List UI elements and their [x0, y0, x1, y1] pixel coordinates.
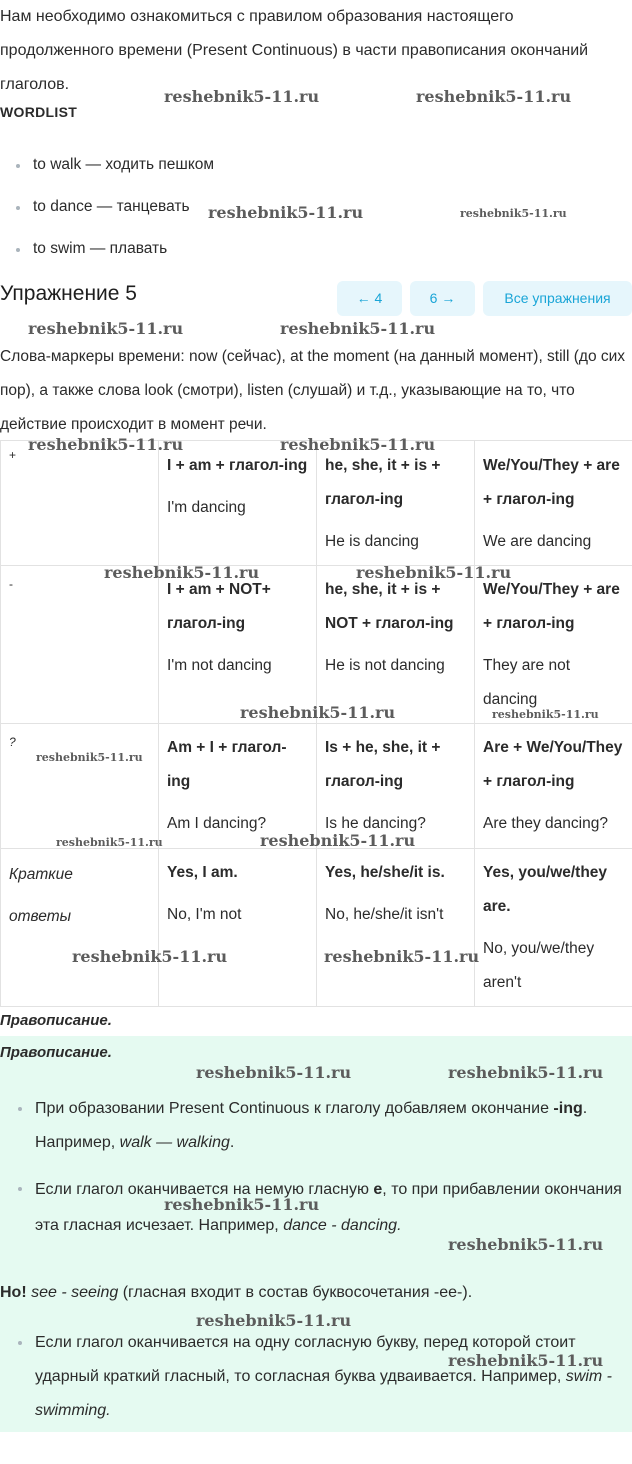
example: Are they dancing?: [483, 815, 608, 832]
row-label-cell: [1, 724, 159, 849]
example: He is dancing: [325, 533, 419, 550]
watermark: reshebnik5-11.ru: [260, 831, 416, 850]
formula: I + am + NOT+ глагол-ing: [167, 581, 271, 632]
row-label-cell: [1, 849, 159, 1007]
watermark: reshebnik5-11.ru: [324, 947, 480, 966]
rule-example: swim - swimming.: [35, 1368, 613, 1419]
wordlist-item: to swim — плавать: [0, 230, 214, 272]
formula: I + am + глагол-ing: [167, 457, 308, 474]
grammar-table: [0, 440, 632, 1007]
watermark: reshebnik5-11.ru: [356, 563, 512, 582]
table-row: [1, 566, 632, 724]
note-highlight: Но!: [0, 1284, 27, 1301]
table-cell: [159, 441, 317, 566]
example: He is not dancing: [325, 657, 445, 674]
rule-example: walk — walking: [119, 1134, 230, 1151]
example: Is he dancing?: [325, 815, 426, 832]
prev-exercise-button[interactable]: ← 4: [337, 281, 402, 316]
row-label-cell: [1, 441, 159, 566]
rule-text: Если глагол оканчивается на немую гласную: [35, 1181, 374, 1198]
watermark: reshebnik5-11.ru: [164, 87, 320, 106]
rule-highlight: e: [373, 1181, 383, 1198]
rule-text: При образовании Present Continuous к глаголу добавляем окончание: [35, 1100, 554, 1117]
wordlist: [0, 146, 214, 272]
spelling-rule: [35, 1172, 632, 1244]
table-row: [1, 849, 632, 1007]
rule-highlight: -ing: [553, 1100, 583, 1117]
example: Am I dancing?: [167, 815, 267, 832]
formula: he, she, it + is + глагол-ing: [325, 457, 441, 508]
example: No, he/she/it isn't: [325, 906, 444, 923]
watermark: reshebnik5-11.ru: [448, 1235, 604, 1254]
formula: Are + We/You/They + глагол-ing: [483, 739, 623, 790]
watermark: reshebnik5-11.ru: [208, 203, 364, 222]
formula: We/You/They + are + глагол-ing: [483, 581, 620, 632]
spelling-box-label: Правописание.: [0, 1044, 112, 1061]
formula: Yes, he/she/it is.: [325, 864, 445, 881]
rule-example: dance - dancing.: [283, 1217, 402, 1234]
time-markers-text: Слова-маркеры времени: now (сейчас), at the moment (на данный момент), still (до сих пор), а также слова look (смотри), listen (слушай) и т.д., указывающие на то, что действие происходит в момент речи.: [0, 348, 626, 433]
intro-text: Нам необходимо ознакомиться с правилом образования настоящего продолженного времени (Present Continuous) в части правописания окончаний глаголов.: [0, 8, 589, 93]
spelling-rule: [35, 1326, 632, 1428]
table-cell: [159, 724, 317, 849]
watermark: reshebnik5-11.ru: [196, 1311, 352, 1330]
example: They are not dancing: [483, 657, 571, 708]
row-label: ?: [9, 735, 16, 749]
watermark: reshebnik5-11.ru: [72, 947, 228, 966]
table-row: [1, 441, 632, 566]
example: No, you/we/they aren't: [483, 940, 595, 991]
rule-text: Если глагол оканчивается на одну согласную букву, перед которой стоит ударный краткий гласный, то согласная буква удваивается. Например,: [35, 1334, 576, 1385]
example: I'm dancing: [167, 499, 246, 516]
watermark: reshebnik5-11.ru: [28, 435, 184, 454]
next-exercise-button[interactable]: 6 →: [410, 281, 475, 316]
example: We are dancing: [483, 533, 592, 550]
wordlist-title: WORDLIST: [0, 104, 78, 120]
row-label: +: [9, 448, 17, 462]
formula: Yes, I am.: [167, 864, 238, 881]
wordlist-item: to walk — ходить пешком: [0, 146, 214, 188]
watermark: reshebnik5-11.ru: [240, 703, 396, 722]
spelling-rule: [35, 1092, 632, 1160]
rule-text: , то при прибавлении окончания эта гласная исчезает. Например,: [35, 1181, 622, 1234]
formula: he, she, it + is + NOT + глагол-ing: [325, 581, 454, 632]
row-label-cell: [1, 566, 159, 724]
note-example: see - seeing: [26, 1284, 119, 1301]
table-cell: [317, 441, 475, 566]
watermark: reshebnik5-11.ru: [56, 836, 163, 849]
formula: Is + he, she, it + глагол-ing: [325, 739, 441, 790]
watermark: reshebnik5-11.ru: [416, 87, 572, 106]
formula: Am + I + глагол-ing: [167, 739, 287, 790]
example: No, I'm not: [167, 906, 242, 923]
table-cell: [159, 566, 317, 724]
table-row: [1, 724, 632, 849]
table-cell: [475, 566, 632, 724]
example: I'm not dancing: [167, 657, 272, 674]
watermark: reshebnik5-11.ru: [28, 319, 184, 338]
row-label: -: [9, 577, 13, 591]
table-cell: [317, 724, 475, 849]
watermark: reshebnik5-11.ru: [280, 435, 436, 454]
watermark: reshebnik5-11.ru: [36, 751, 143, 764]
watermark: reshebnik5-11.ru: [448, 1351, 604, 1370]
row-label: Краткие ответы: [9, 866, 73, 925]
spelling-note: [0, 1276, 472, 1310]
watermark: reshebnik5-11.ru: [196, 1063, 352, 1082]
rule-text: . Например,: [35, 1100, 588, 1151]
wordlist-item: to dance — танцевать: [0, 188, 214, 230]
watermark: reshebnik5-11.ru: [448, 1063, 604, 1082]
spelling-label: Правописание.: [0, 1012, 112, 1029]
watermark: reshebnik5-11.ru: [460, 207, 567, 220]
watermark: reshebnik5-11.ru: [280, 319, 436, 338]
table-cell: [475, 849, 632, 1007]
watermark: reshebnik5-11.ru: [492, 708, 599, 721]
formula: We/You/They + are + глагол-ing: [483, 457, 620, 508]
note-text: (гласная входит в состав буквосочетания -ee-).: [118, 1284, 473, 1301]
rule-text: .: [229, 1134, 235, 1151]
table-cell: [317, 849, 475, 1007]
table-cell: [475, 441, 632, 566]
table-cell: [475, 724, 632, 849]
table-cell: [317, 566, 475, 724]
exercise-title: Упражнение 5: [0, 282, 137, 305]
watermark: reshebnik5-11.ru: [164, 1195, 320, 1214]
all-exercises-button[interactable]: Все упражнения: [483, 281, 632, 316]
formula: Yes, you/we/they are.: [483, 864, 608, 915]
table-cell: [159, 849, 317, 1007]
spelling-rules-box: [0, 1036, 632, 1432]
watermark: reshebnik5-11.ru: [104, 563, 260, 582]
